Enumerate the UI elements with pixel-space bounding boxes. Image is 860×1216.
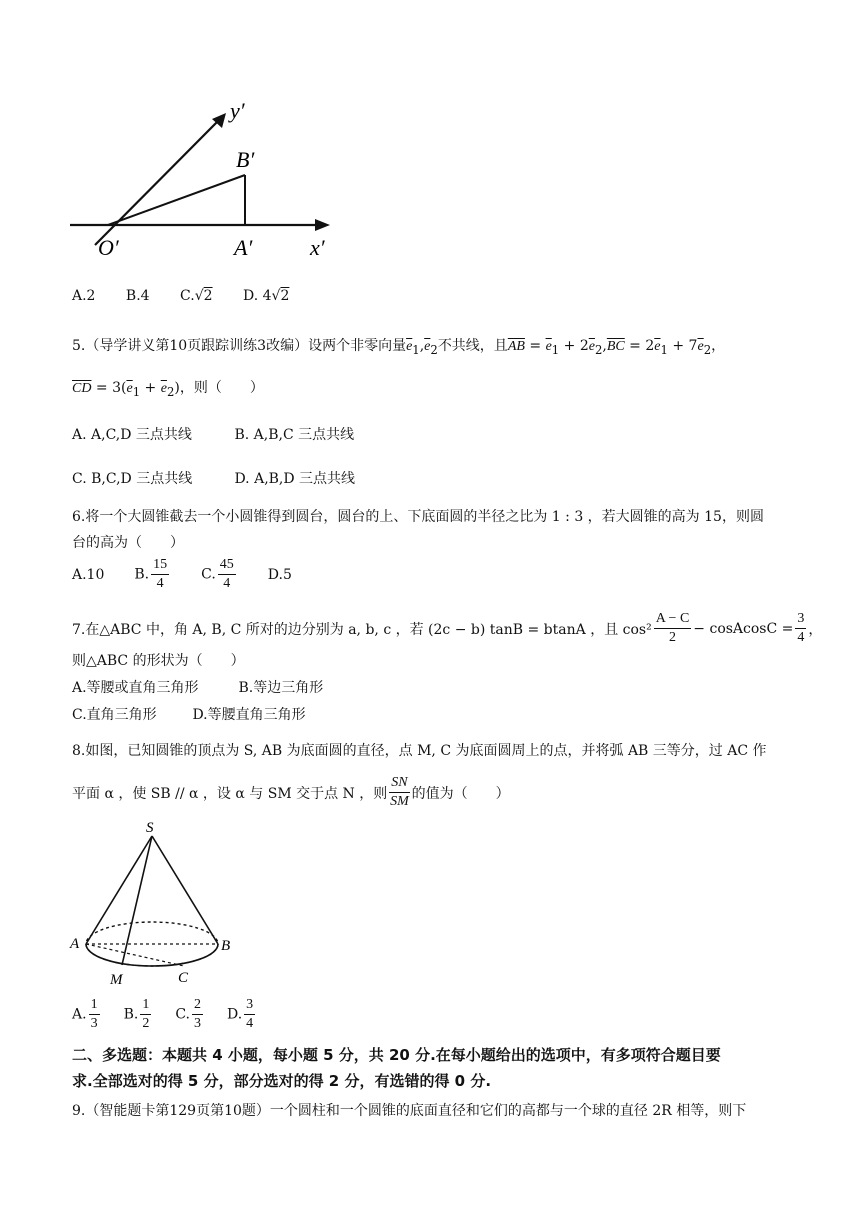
vec-cd: $\overline{CD}$ xyxy=(72,381,92,396)
vec-e1: $\overline{e}$ xyxy=(406,339,413,354)
segment-ob xyxy=(108,175,245,225)
vec-e2: $\overline{e}$ xyxy=(424,339,431,354)
q7-mid: − cosAcosC = xyxy=(693,620,794,637)
q6-option-d[interactable]: D.5 xyxy=(267,566,292,583)
q7-options-row1 xyxy=(72,677,323,697)
q5-options-row2 xyxy=(72,468,355,488)
base-front xyxy=(86,944,218,966)
q7-option-c[interactable]: C.直角三角形 xyxy=(72,707,157,723)
q6-b-label: B. xyxy=(134,566,150,583)
q8-d-label: D. xyxy=(226,1006,243,1023)
sub-2: 2 xyxy=(430,342,438,357)
q5-stem-line1: 5.（导学讲义第10页跟踪训练3改编）设两个非零向量$\overline{e}_1,\overline{e}_2$不共线，且$\overline{AB} = \overline{e}_1 + 2\overline{e}_2,\overline{BC} = 2\overline{e}_1 + 7\overline{e}_2$， xyxy=(72,338,726,357)
q9-stem-line1: 9.（智能题卡第129页第10题）一个圆柱和一个圆锥的底面直径和它们的高都与一个球的直径 2R 相等，则下 xyxy=(72,1103,747,1119)
q6-b-den: 4 xyxy=(156,576,164,591)
q6-c-label: C. xyxy=(201,566,216,583)
q8-a-label: A. xyxy=(72,1006,87,1023)
eq1: = xyxy=(524,338,546,354)
q8-d-num: 3 xyxy=(244,996,255,1015)
q8-option-b[interactable] xyxy=(124,996,154,1033)
q6-options xyxy=(72,556,292,593)
q7-frac-den: 2 xyxy=(669,630,676,645)
q8-b-label: B. xyxy=(123,1006,139,1023)
q7-option-b[interactable]: B.等边三角形 xyxy=(238,680,324,696)
q7-stem-line1 xyxy=(72,610,822,647)
q6-c-den: 4 xyxy=(223,576,231,591)
q7-option-d[interactable]: D.等腰直角三角形 xyxy=(192,707,306,723)
q7-rhs-den: 4 xyxy=(797,630,805,645)
q5-option-c[interactable]: C. B,C,D 三点共线 xyxy=(72,471,193,487)
q4-option-c-root: 2 xyxy=(203,288,213,304)
q7-frac-num: A − C xyxy=(654,610,692,629)
label-o: O′ xyxy=(98,235,119,260)
q4-option-d-root: 2 xyxy=(280,288,290,304)
vec-ab: $\overline{AB}$ xyxy=(507,339,525,354)
q8-c-num: 2 xyxy=(192,996,203,1015)
q4-option-d-label: D. 4 xyxy=(243,288,272,304)
sep: , xyxy=(419,338,425,354)
q8-option-c[interactable] xyxy=(175,996,205,1033)
q5-option-a[interactable]: A. A,C,D 三点共线 xyxy=(72,427,192,443)
q8-d-den: 4 xyxy=(246,1016,254,1031)
q8-frac-den: SM xyxy=(390,794,409,809)
q5-end: ， xyxy=(711,338,726,354)
q4-option-c-label: C. xyxy=(180,288,195,304)
label-y: y′ xyxy=(230,98,245,123)
q8-ask: 的值为（ ） xyxy=(411,785,510,802)
label-a: A′ xyxy=(234,235,253,260)
q8-frac-num: SN xyxy=(389,774,409,793)
q7-options-row2 xyxy=(72,704,306,724)
q6-stem-line2: 台的高为（ ） xyxy=(72,535,184,551)
q6-stem-line1: 6.将一个大圆锥截去一个小圆锥得到圆台，圆台的上、下底面圆的半径之比为 1 : 3 ，若大圆锥的高为 15，则圆 xyxy=(72,509,764,525)
q5-stem-line2: $\overline{CD} = 3(\overline{e}_1 + \overline{e}_2)$，则（ ） xyxy=(72,380,264,399)
q6-b-num: 15 xyxy=(151,556,169,575)
section2-heading-line2: 求.全部选对的得 5 分，部分选对的得 2 分，有选错的得 0 分. xyxy=(72,1072,492,1090)
q8-option-d[interactable] xyxy=(227,996,257,1033)
q7-stem-line2: 则△ABC 的形状为（ ） xyxy=(72,653,245,669)
label-x: x′ xyxy=(310,235,325,260)
section2-heading-line1: 二、多选题：本题共 4 小题，每小题 5 分，共 20 分.在每小题给出的选项中，有多项符合题目要 xyxy=(72,1046,721,1064)
q8-stem-line2 xyxy=(72,774,510,811)
q7-option-a[interactable]: A.等腰或直角三角形 xyxy=(72,680,199,696)
q4-option-a[interactable]: A.2 xyxy=(72,288,96,304)
q8-stem-line1: 8.如图，已知圆锥的顶点为 S, AB 为底面圆的直径，点 M, C 为底面圆周上的点，并将弧 AB 三等分，过 AC 作 xyxy=(72,743,767,759)
oblique-axes-figure xyxy=(60,95,350,270)
q8-c-label: C. xyxy=(175,1006,190,1023)
q6-option-a[interactable]: A.10 xyxy=(72,566,105,583)
q8-c-den: 3 xyxy=(193,1016,201,1031)
q5-option-b[interactable]: B. A,B,C 三点共线 xyxy=(234,427,355,443)
edge-sa xyxy=(86,836,152,944)
q7-rhs-num: 3 xyxy=(795,610,806,629)
q8-a-den: 3 xyxy=(90,1016,98,1031)
y-axis xyxy=(95,119,220,245)
q8-a-num: 1 xyxy=(89,996,100,1015)
label-b: B′ xyxy=(236,147,255,172)
q8-option-a[interactable] xyxy=(72,996,102,1033)
q8-b-num: 1 xyxy=(140,996,151,1015)
label-b: B xyxy=(221,938,231,954)
plus-7: + 7 xyxy=(667,338,698,354)
plus-2: + 2 xyxy=(559,338,589,354)
q5-intro: 5.（导学讲义第10页跟踪训练3改编）设两个非零向量 xyxy=(72,338,407,354)
q8-b-den: 2 xyxy=(142,1016,150,1031)
sub-1: 1 xyxy=(412,342,420,357)
cone-figure xyxy=(66,820,246,992)
q4-option-d[interactable]: D. 4√2 xyxy=(243,288,290,304)
q4-options xyxy=(72,288,315,304)
edge-sb xyxy=(152,836,218,944)
q5-mid: 不共线，且 xyxy=(437,338,508,354)
q6-c-num: 45 xyxy=(218,556,236,575)
eq2: = 2 xyxy=(624,338,655,354)
comma: , xyxy=(602,338,607,354)
q5-options-row1 xyxy=(72,424,354,444)
q8-mid: 平面 α ，使 SB // α ，设 α 与 SM 交于点 N ，则 xyxy=(72,785,388,802)
q8-options xyxy=(72,996,257,1033)
q7-intro: 7.在△ABC 中，角 A, B, C 所对的边分别为 a, b, c ，若 (2c − b) tanB = btanA ，且 cos² xyxy=(72,621,652,638)
q6-option-b[interactable] xyxy=(134,556,171,593)
label-s: S xyxy=(146,820,154,836)
label-c: C xyxy=(178,970,189,986)
q5-option-d[interactable]: D. A,B,D 三点共线 xyxy=(234,471,356,487)
chord-ac xyxy=(86,944,184,966)
q7-end: ， xyxy=(808,621,823,638)
edge-sm xyxy=(122,836,152,965)
q5-ask: ，则（ ） xyxy=(179,380,264,396)
vec-bc: $\overline{BC}$ xyxy=(606,339,625,354)
q4-option-c[interactable]: C.√2 xyxy=(180,288,213,304)
label-a: A xyxy=(70,936,80,952)
cd-eq: = 3 xyxy=(91,380,121,396)
q6-option-c[interactable] xyxy=(201,556,238,593)
label-m: M xyxy=(110,972,123,988)
q4-option-b[interactable]: B.4 xyxy=(125,288,150,304)
